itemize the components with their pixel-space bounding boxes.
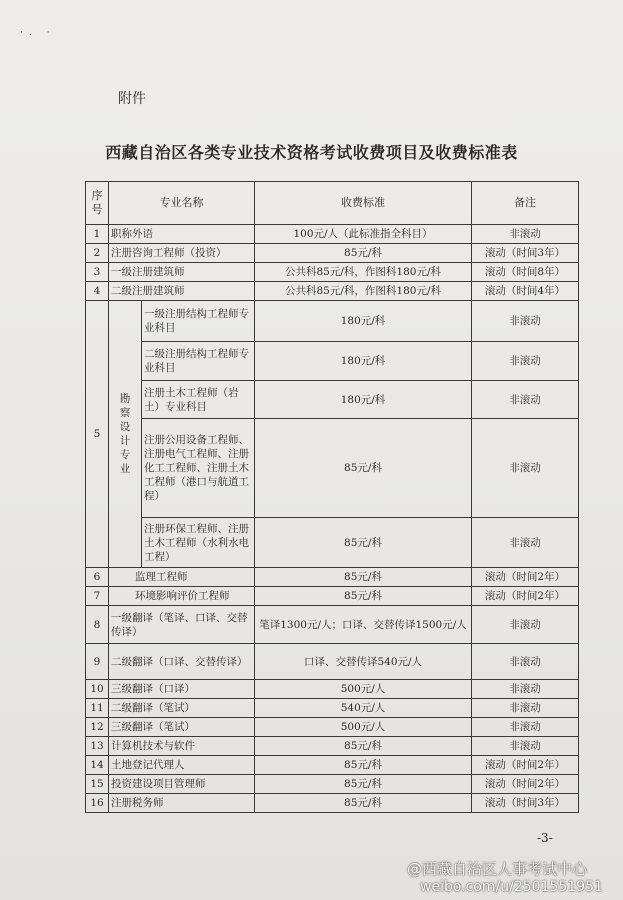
table-row bbox=[86, 282, 579, 301]
row-name: 计算机技术与软件 bbox=[109, 737, 255, 756]
row-no: 12 bbox=[86, 718, 109, 737]
row-note: 非滚动 bbox=[472, 381, 579, 419]
row-no: 13 bbox=[86, 737, 109, 756]
row-name: 土地登记代理人 bbox=[109, 756, 255, 775]
row-note: 滚动（时间3年） bbox=[472, 244, 579, 263]
row-fee: 85元/科 bbox=[255, 419, 472, 518]
row-name: 三级翻译（笔试） bbox=[109, 718, 255, 737]
watermark-handle: @西藏自治区人事考试中心 bbox=[407, 860, 588, 878]
row-no: 8 bbox=[86, 606, 109, 644]
row-note: 滚动（时间8年） bbox=[472, 263, 579, 282]
row-fee: 540元/人 bbox=[255, 699, 472, 718]
row-fee: 85元/科 bbox=[255, 587, 472, 606]
col-header-note: 备注 bbox=[472, 182, 579, 225]
row-name: 环境影响评价工程师 bbox=[109, 587, 255, 606]
row-note: 非滚动 bbox=[472, 644, 579, 680]
table-row bbox=[86, 737, 579, 756]
row-fee: 500元/人 bbox=[255, 680, 472, 699]
row-note: 滚动（时间2年） bbox=[472, 587, 579, 606]
col-header-name: 专业名称 bbox=[109, 182, 255, 225]
row-name: 一级注册建筑师 bbox=[109, 263, 255, 282]
row-name: 注册公用设备工程师、注册电气工程师、注册化工工程师、注册土木工程师（港口与航道工程） bbox=[142, 419, 255, 518]
table-row bbox=[86, 342, 579, 381]
row-no: 9 bbox=[86, 644, 109, 680]
row-name: 二级翻译（口译、交替传译） bbox=[109, 644, 255, 680]
table-row bbox=[86, 644, 579, 680]
row-no: 10 bbox=[86, 680, 109, 699]
row-name: 注册环保工程师、注册土木工程师（水利水电工程） bbox=[142, 518, 255, 568]
col-header-fee: 收费标准 bbox=[255, 182, 472, 225]
row-note: 非滚动 bbox=[472, 718, 579, 737]
scan-specks: ·. · bbox=[20, 28, 56, 38]
row-fee: 85元/科 bbox=[255, 244, 472, 263]
table-row bbox=[86, 699, 579, 718]
table-row bbox=[86, 680, 579, 699]
page-number: -3- bbox=[537, 831, 553, 845]
row-name: 注册咨询工程师（投资） bbox=[109, 244, 255, 263]
row-note: 非滚动 bbox=[472, 606, 579, 644]
row-note: 非滚动 bbox=[472, 699, 579, 718]
row-fee: 180元/科 bbox=[255, 381, 472, 419]
table-row bbox=[86, 381, 579, 419]
row-no: 6 bbox=[86, 568, 109, 587]
row-fee: 180元/科 bbox=[255, 301, 472, 342]
row-no: 16 bbox=[86, 794, 109, 813]
row-no: 3 bbox=[86, 263, 109, 282]
row-name: 一级翻译（笔译、口译、交替传译） bbox=[109, 606, 255, 644]
row-no: 5 bbox=[86, 301, 109, 568]
row-name: 二级翻译（笔试） bbox=[109, 699, 255, 718]
row-fee: 85元/科 bbox=[255, 794, 472, 813]
row-no: 11 bbox=[86, 699, 109, 718]
row-note: 非滚动 bbox=[472, 518, 579, 568]
table-row bbox=[86, 518, 579, 568]
table-row bbox=[86, 225, 579, 244]
row-fee: 公共科85元/科，作图科180元/科 bbox=[255, 263, 472, 282]
row-name: 二级注册建筑师 bbox=[109, 282, 255, 301]
row-fee: 公共科85元/科，作图科180元/科 bbox=[255, 282, 472, 301]
row-note: 滚动（时间2年） bbox=[472, 568, 579, 587]
table-row bbox=[86, 775, 579, 794]
row-note: 滚动（时间2年） bbox=[472, 775, 579, 794]
row-note: 非滚动 bbox=[472, 225, 579, 244]
row-fee: 85元/科 bbox=[255, 518, 472, 568]
row-name: 注册税务师 bbox=[109, 794, 255, 813]
document-title: 西藏自治区各类专业技术资格考试收费项目及收费标准表 bbox=[105, 143, 518, 162]
table-row bbox=[86, 419, 579, 518]
row-name: 注册土木工程师（岩土）专业科目 bbox=[142, 381, 255, 419]
row-note: 滚动（时间2年） bbox=[472, 756, 579, 775]
row-fee: 85元/科 bbox=[255, 568, 472, 587]
row-no: 7 bbox=[86, 587, 109, 606]
row-no: 2 bbox=[86, 244, 109, 263]
row-fee: 85元/科 bbox=[255, 775, 472, 794]
row-note: 滚动（时间3年） bbox=[472, 794, 579, 813]
col-header-no: 序号 bbox=[86, 182, 109, 225]
fee-table bbox=[85, 181, 579, 813]
row-name: 三级翻译（口译） bbox=[109, 680, 255, 699]
row-fee: 口译、交替传译540元/人 bbox=[255, 644, 472, 680]
row-note: 非滚动 bbox=[472, 737, 579, 756]
table-row bbox=[86, 244, 579, 263]
row-note: 非滚动 bbox=[472, 301, 579, 342]
table-row bbox=[86, 587, 579, 606]
row-name: 二级注册结构工程师专业科目 bbox=[142, 342, 255, 381]
table-header-row bbox=[86, 182, 579, 225]
row-no: 14 bbox=[86, 756, 109, 775]
watermark-url: weibo.com/u/2501551951 bbox=[420, 879, 603, 895]
row-note: 滚动（时间4年） bbox=[472, 282, 579, 301]
row-note: 非滚动 bbox=[472, 342, 579, 381]
table-row bbox=[86, 301, 579, 342]
row-no: 4 bbox=[86, 282, 109, 301]
row-fee: 85元/科 bbox=[255, 756, 472, 775]
attachment-label: 附件 bbox=[118, 91, 146, 107]
table-row bbox=[86, 756, 579, 775]
row-fee: 180元/科 bbox=[255, 342, 472, 381]
category-label: 勘察设计专业 bbox=[119, 393, 131, 475]
row-name: 投资建设项目管理师 bbox=[109, 775, 255, 794]
row-fee: 笔译1300元/人；口译、交替传译1500元/人 bbox=[255, 606, 472, 644]
table-row bbox=[86, 263, 579, 282]
row-no: 15 bbox=[86, 775, 109, 794]
row-no: 1 bbox=[86, 225, 109, 244]
row-name: 职称外语 bbox=[109, 225, 255, 244]
row-fee: 85元/科 bbox=[255, 737, 472, 756]
row-note: 非滚动 bbox=[472, 419, 579, 518]
table-row bbox=[86, 606, 579, 644]
table-row bbox=[86, 568, 579, 587]
row-fee: 500元/人 bbox=[255, 718, 472, 737]
table-row bbox=[86, 794, 579, 813]
table-row bbox=[86, 718, 579, 737]
row-name: 监理工程师 bbox=[109, 568, 255, 587]
category-cell bbox=[109, 301, 142, 568]
row-fee: 100元/人（此标准指全科目） bbox=[255, 225, 472, 244]
row-name: 一级注册结构工程师专业科目 bbox=[142, 301, 255, 342]
row-note: 非滚动 bbox=[472, 680, 579, 699]
